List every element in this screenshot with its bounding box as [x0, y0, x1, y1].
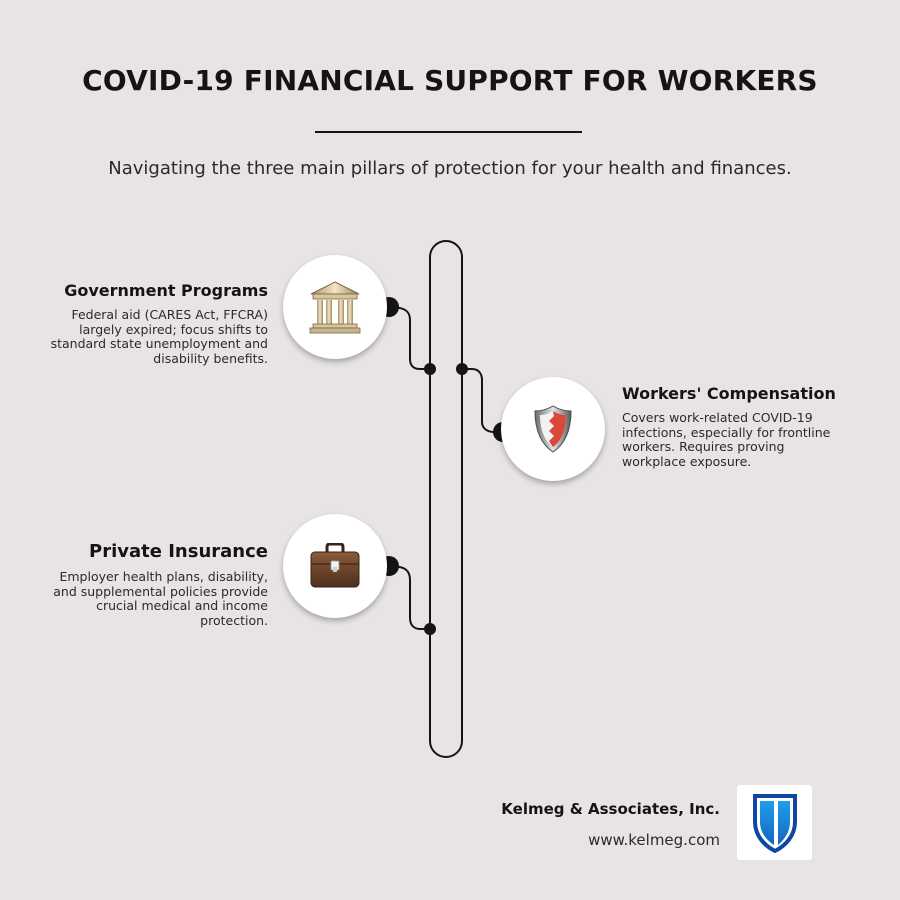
node-workers-comp-inner — [456, 363, 468, 375]
connector-workers-comp — [462, 369, 503, 432]
shield-icon — [533, 404, 573, 454]
footer-website-link[interactable]: www.kelmeg.com — [588, 831, 720, 849]
page-title: COVID-19 FINANCIAL SUPPORT FOR WORKERS — [82, 64, 818, 97]
footer-company-name: Kelmeg & Associates, Inc. — [501, 800, 720, 818]
briefcase-icon — [309, 543, 361, 589]
pillar-government-title: Government Programs — [64, 281, 268, 300]
company-shield-logo-icon — [751, 792, 799, 854]
page-subtitle: Navigating the three main pillars of protection for your health and finances. — [108, 158, 792, 179]
government-icon-circle — [283, 255, 387, 359]
workers-comp-icon-circle — [501, 377, 605, 481]
government-building-icon — [309, 280, 361, 334]
pillar-government — [50, 282, 268, 366]
pillar-private-insurance-title: Private Insurance — [89, 541, 268, 562]
node-private-inner — [424, 623, 436, 635]
central-pillar-track — [430, 241, 462, 757]
private-insurance-icon-circle — [283, 514, 387, 618]
company-logo — [737, 785, 812, 860]
pillar-workers-comp — [622, 385, 842, 469]
connector-private — [389, 566, 430, 629]
pillar-workers-comp-title: Workers' Compensation — [622, 384, 836, 403]
pillar-workers-comp-description: Covers work-related COVID-19 infections, especially for frontline workers. Requires proving workplace exposure. — [622, 410, 831, 469]
node-government-inner — [424, 363, 436, 375]
pillar-private-insurance-description: Employer health plans, disability, and supplemental policies provide crucial medical and income protection. — [53, 569, 268, 628]
connector-government — [389, 307, 430, 369]
pillar-government-description: Federal aid (CARES Act, FFCRA) largely expired; focus shifts to standard state unemployment and disability benefits. — [50, 307, 268, 366]
pillar-private-insurance — [50, 542, 268, 628]
